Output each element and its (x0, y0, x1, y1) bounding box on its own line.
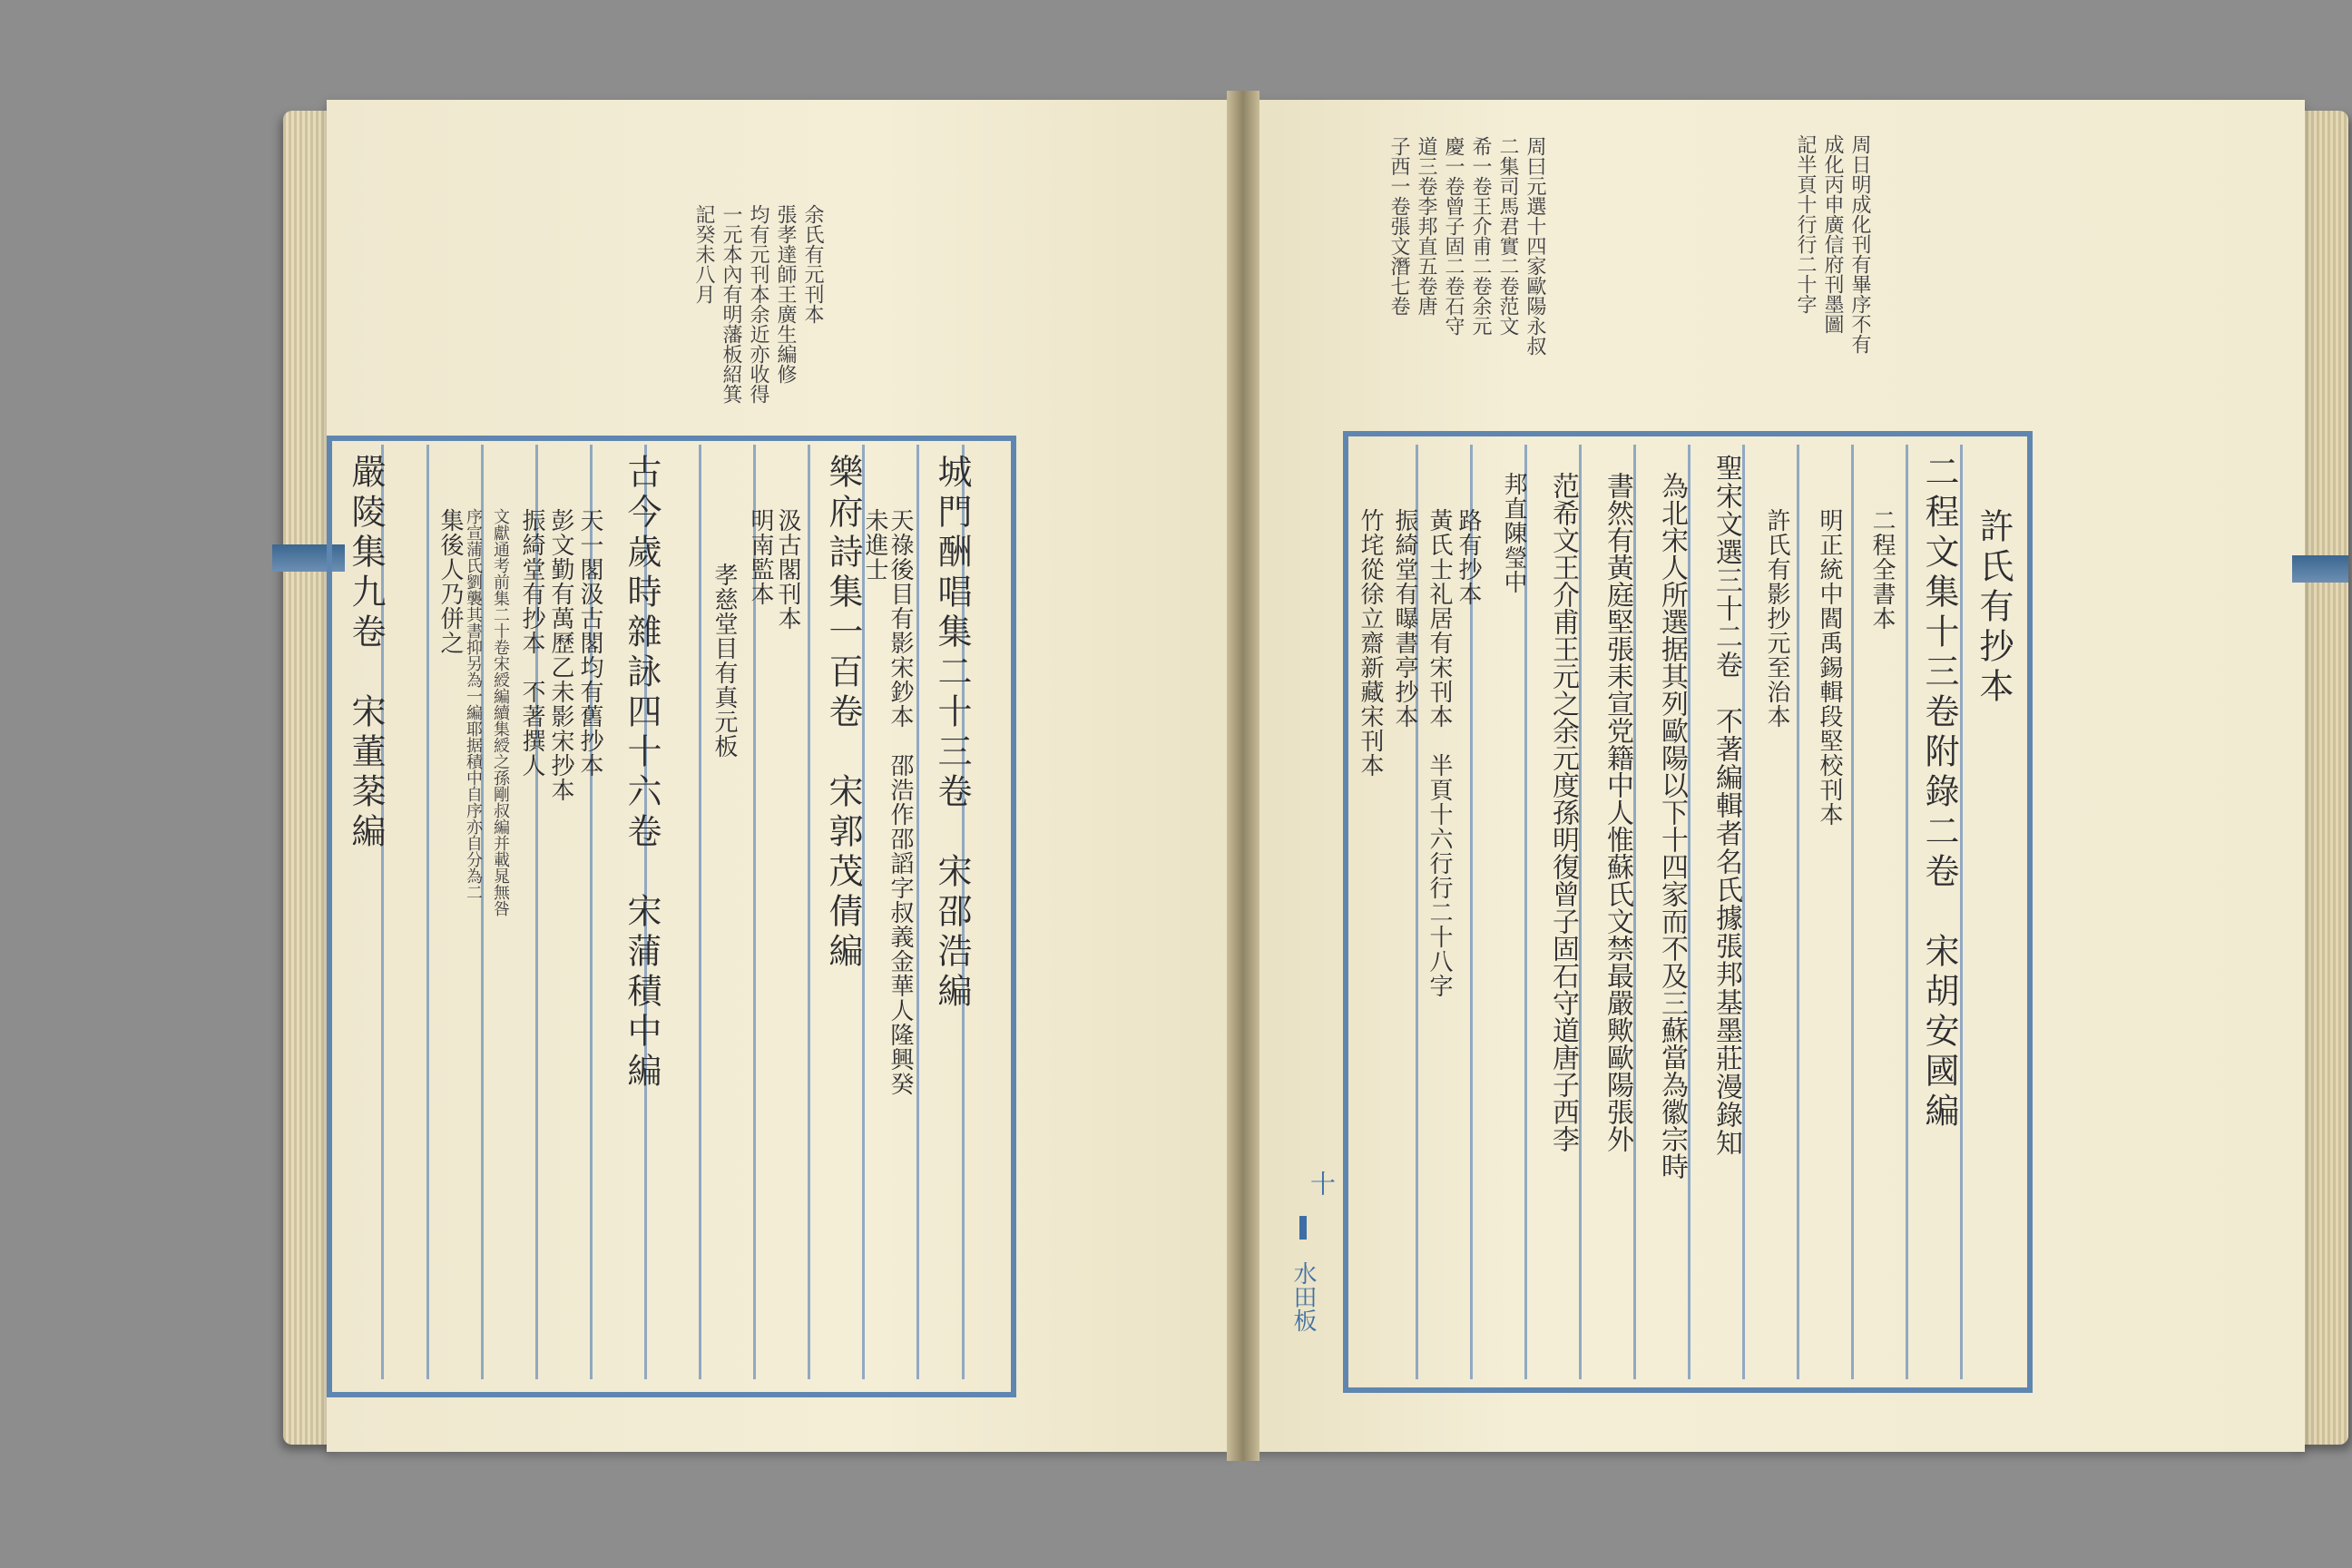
book-gutter (1227, 91, 1259, 1461)
entry-line: 序宣蒲氏劉襲其書抑另為一編耶据積中自序亦自分為二 (464, 508, 483, 900)
entry-title: 聖宋文選三十二卷 不著編輯者名氏據張邦基墨莊漫錄知 (1710, 454, 1742, 1157)
entry-line: 集後人乃併之 (436, 508, 464, 655)
entry-line: 孝慈堂目有真元板 (710, 563, 738, 759)
header-note: 二集司馬君實二卷范文 (1496, 136, 1519, 336)
entry-line: 為北宋人所選据其列歐陽以下十四家而不及三蘇當為徽宗時 (1656, 472, 1688, 1180)
column-rule (426, 445, 429, 1379)
column-rule (1906, 445, 1908, 1379)
entry-line: 許氏有影抄元至治本 (1763, 508, 1790, 729)
column-rule (699, 445, 701, 1379)
header-note: 希一卷王介甫二卷余元 (1469, 136, 1492, 336)
entry-title: 嚴陵集九卷 宋董棻編 (346, 454, 386, 853)
entry-title: 古今歲時雜詠四十六卷 宋蒲積中編 (622, 454, 662, 1093)
column-rule (1797, 445, 1799, 1379)
entry-line: 天祿後目有影宋鈔本 邵浩作邵謟字叔義金華人隆興癸 (887, 508, 914, 1096)
entry-line: 文獻通考前集二十卷宋綬編續集綬之孫剛叔編并載晁無咎 (491, 508, 510, 916)
section-title: 許氏有抄本 (1974, 508, 2014, 708)
header-note: 記癸未八月 (692, 204, 715, 304)
publisher-mark: 水田板 (1289, 1261, 1317, 1332)
right-binding-band (2292, 555, 2348, 583)
entry-line: 書然有黃庭堅張耒宣党籍中人惟蘇氏文禁最嚴歟歐陽張外 (1602, 472, 1633, 1152)
entry-line: 彭文勤有萬歷乙未影宋抄本 (547, 508, 574, 802)
entry-title: 二程文集十三卷附錄二卷 宋胡安國編 (1919, 454, 1959, 1132)
header-note: 子西一卷張文潛七卷 (1387, 136, 1410, 316)
entry-title: 樂府詩集一百卷 宋郭茂倩編 (823, 454, 863, 973)
entry-line: 未進士 (861, 508, 888, 582)
entry-line: 黃氏士礼居有宋刊本 半頁十六行行二十八字 (1426, 508, 1453, 998)
header-note: 余氏有元刊本 (801, 204, 824, 324)
header-note: 周日明成化刊有畢序不有 (1848, 134, 1871, 354)
header-note: 一元本內有明藩板紹箕 (720, 204, 742, 404)
header-note: 道三卷李邦直五卷唐 (1415, 136, 1437, 316)
folio-number: 十 (1307, 1171, 1337, 1196)
header-note: 記半頁十行行二十字 (1794, 134, 1817, 314)
entry-line: 二程全書本 (1868, 508, 1896, 631)
entry-line: 邦直陳瑩中 (1500, 472, 1527, 594)
entry-line: 范希文王介甫王元之余元度孫明復曾子固石守道唐子西李 (1547, 472, 1579, 1152)
header-note: 慶一卷曾子固二卷石守 (1442, 136, 1465, 336)
column-rule (808, 445, 810, 1379)
header-note: 成化丙申廣信府刊墨圖 (1821, 134, 1844, 334)
entry-line: 竹垞從徐立齋新藏宋刊本 (1357, 508, 1384, 778)
header-note: 均有元刊本余近亦收得 (747, 204, 769, 404)
header-note: 張孝達師王廣生編修 (774, 204, 797, 384)
entry-line: 汲古閣刊本 (774, 508, 801, 631)
entry-line: 振綺堂有曝書亭抄本 (1391, 508, 1418, 729)
entry-line: 振綺堂有抄本 不著撰人 (518, 508, 545, 778)
column-rule (1851, 445, 1854, 1379)
folio-tick (1299, 1216, 1307, 1240)
entry-line: 路有抄本 (1455, 508, 1482, 606)
entry-line: 明正統中閻禹錫輯段堅校刊本 (1816, 508, 1843, 827)
header-note: 周曰元選十四家歐陽永叔 (1524, 136, 1546, 356)
entry-title: 城門酬唱集二十三卷 宋邵浩編 (932, 454, 972, 1013)
entry-line: 明南監本 (747, 508, 774, 606)
entry-line: 天一閣汲古閣均有舊抄本 (576, 508, 603, 778)
